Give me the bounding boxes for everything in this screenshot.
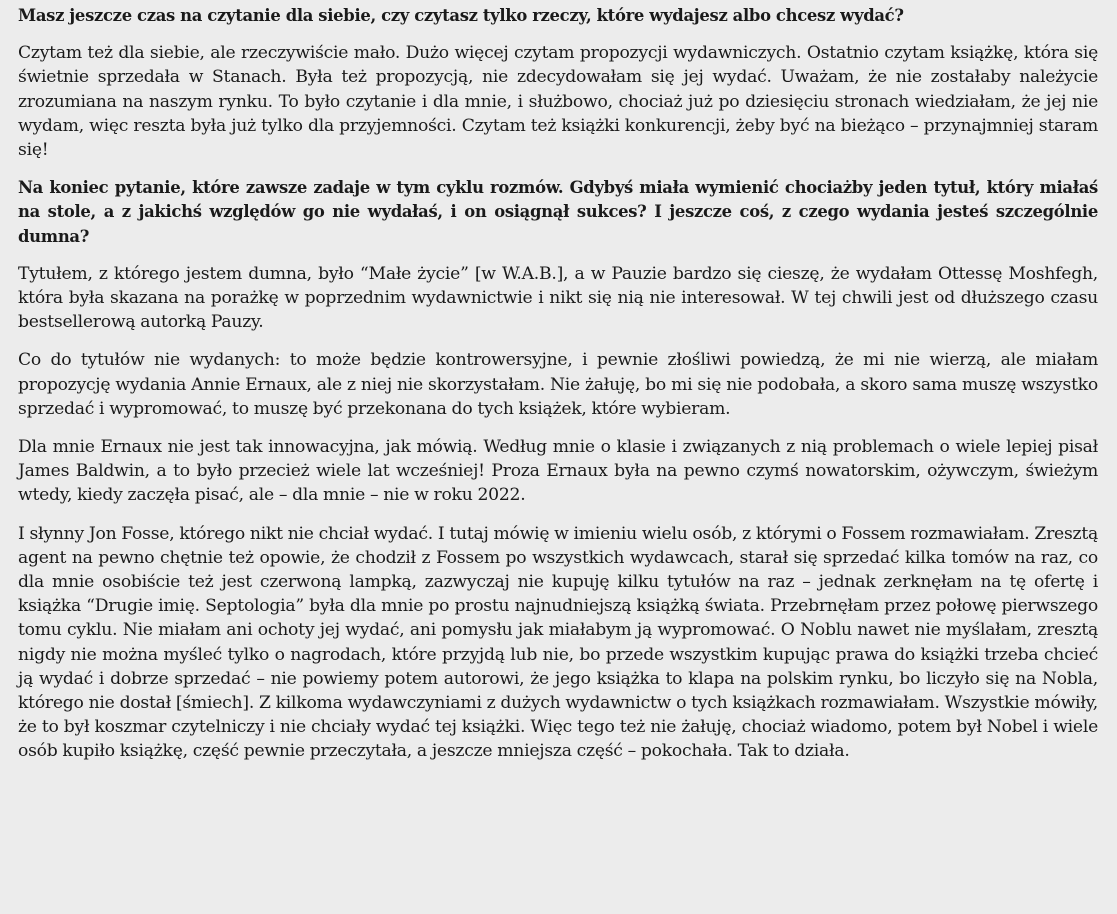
- interview-question: Na koniec pytanie, które zawsze zadaje w tym cyklu rozmów. Gdybyś miała wymienić chociażby jeden tytuł, który miałaś na stole, a z jakichś względów go nie wydałaś, i on osiągnął sukces? I jeszcze coś, z czego wydania jesteś szczególnie dumna?: [18, 178, 1098, 246]
- interview-answer: I słynny Jon Fosse, którego nikt nie chciał wydać. I tutaj mówię w imieniu wielu osób, z którymi o Fossem rozmawiałam. Zresztą agent na pewno chętnie też opowie, że chodził z Fossem po wszystkich wydawcach, starał się sprzedać kilka tomów na raz, co dla mnie osobiście też jest czerwoną lampką, zazwyczaj nie kupuję kilku tytułów na raz – jednak zerknęłam na tę ofertę i książka “Drugie imię. Septologia” była dla mnie po prostu najnudniejszą książką świata. Przebrnęłam przez połowę pierwszego tomu cyklu. Nie miałam ani ochoty jej wydać, ani pomysłu jak miałabym ją wypromować. O Noblu nawet nie myślałam, zresztą nigdy nie można myśleć tylko o nagrodach, które przyjdą lub nie, bo przede wszystkim kupując prawa do książki trzeba chcieć ją wydać i dobrze sprzedać – nie powiemy potem autorowi, że jego książka to klapa na polskim rynku, bo liczyło się na Nobla, którego nie dostał [śmiech]. Z kilkoma wydawczyniami z dużych wydawnictw o tych książkach rozmawiałam. Wszystkie mówiły, że to był koszmar czytelniczy i nie chciały wydać tej książki. Więc tego też nie żałuję, chociaż wiadomo, potem był Nobel i wiele osób kupiło książkę, część pewnie przeczytała, a jeszcze mniejsza część – pokochała. Tak to działa.: [18, 523, 1098, 762]
- interview-answer: Czytam też dla siebie, ale rzeczywiście mało. Dużo więcej czytam propozycji wydawniczych. Ostatnio czytam książkę, która się świetnie sprzedała w Stanach. Była też propozycją, nie zdecydowałam się jej wydać. Uważam, że nie zostałaby należycie zrozumiana na naszym rynku. To było czytanie i dla mnie, i służbowo, chociaż już po dziesięciu stronach wiedziałam, że jej nie wydam, więc reszta była już tylko dla przyjemności. Czytam też książki konkurencji, żeby być na bieżąco – przynajmniej staram się!: [18, 43, 1098, 161]
- interview-answer: Co do tytułów nie wydanych: to może będzie kontrowersyjne, i pewnie złośliwi powiedzą, że mi nie wierzą, ale miałam propozycję wydania Annie Ernaux, ale z niej nie skorzystałam. Nie żałuję, bo mi się nie podobała, a skoro sama muszę wszystko sprzedać i wypromować, to muszę być przekonana do tych książek, które wybieram.: [18, 350, 1098, 419]
- interview-answer: Tytułem, z którego jestem dumna, było “Małe życie” [w W.A.B.], a w Pauzie bardzo się cieszę, że wydałam Ottessę Moshfegh, która była skazana na porażkę w poprzednim wydawnictwie i nikt się nią nie interesował. W tej chwili jest od dłuższego czasu bestsellerową autorką Pauzy.: [18, 263, 1098, 333]
- interview-answer: Dla mnie Ernaux nie jest tak innowacyjna, jak mówią. Według mnie o klasie i związanych z nią problemach o wiele lepiej pisał James Baldwin, a to było przecież wiele lat wcześniej! Proza Ernaux była na pewno czymś nowatorskim, ożywczym, świeżym wtedy, kiedy zaczęła pisać, ale – dla mnie – nie w roku 2022.: [18, 437, 1098, 506]
- interview-question: Masz jeszcze czas na czytanie dla siebie, czy czytasz tylko rzeczy, które wydajesz albo chcesz wydać?: [18, 6, 904, 25]
